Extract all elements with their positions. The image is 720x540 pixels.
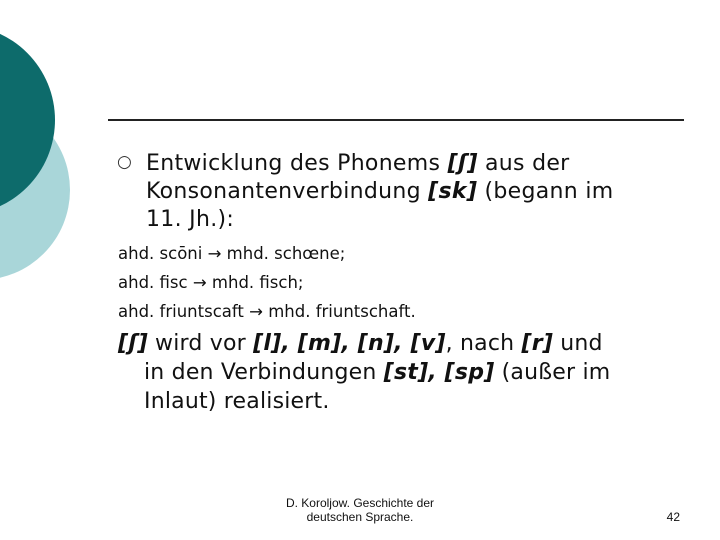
- consonant-cluster-symbol: [sk]: [428, 179, 478, 204]
- footer-text: D. Koroljow. Geschichte der deutschen Sprache.: [285, 496, 435, 524]
- phoneme-symbol: [ʃ]: [447, 151, 478, 176]
- bullet-text-phoneme-development: Entwicklung des Phonems [ʃ] aus der Konsonantenverbindung [sk] (begann im 11. Jh.):: [146, 151, 614, 232]
- arrow-icon: →: [249, 302, 263, 321]
- paragraph-realization-rule: [ʃ] wird vor [l], [m], [n], [v], nach [r] und in den Verbindungen [st], [sp] (außer im Inlaut) realisiert.: [118, 331, 611, 414]
- decorative-circles: [0, 0, 120, 300]
- example-line: ahd. fisc → mhd. fisch;: [118, 273, 304, 292]
- example-line: ahd. friuntscaft → mhd. friuntschaft.: [118, 302, 416, 321]
- arrow-icon: →: [207, 244, 222, 263]
- circle-bullet-icon: ○: [117, 152, 132, 172]
- arrow-icon: →: [192, 273, 207, 292]
- page-number: 42: [666, 510, 680, 524]
- title-divider-line: [108, 119, 684, 121]
- example-line: ahd. scōni → mhd. schœne;: [118, 244, 346, 263]
